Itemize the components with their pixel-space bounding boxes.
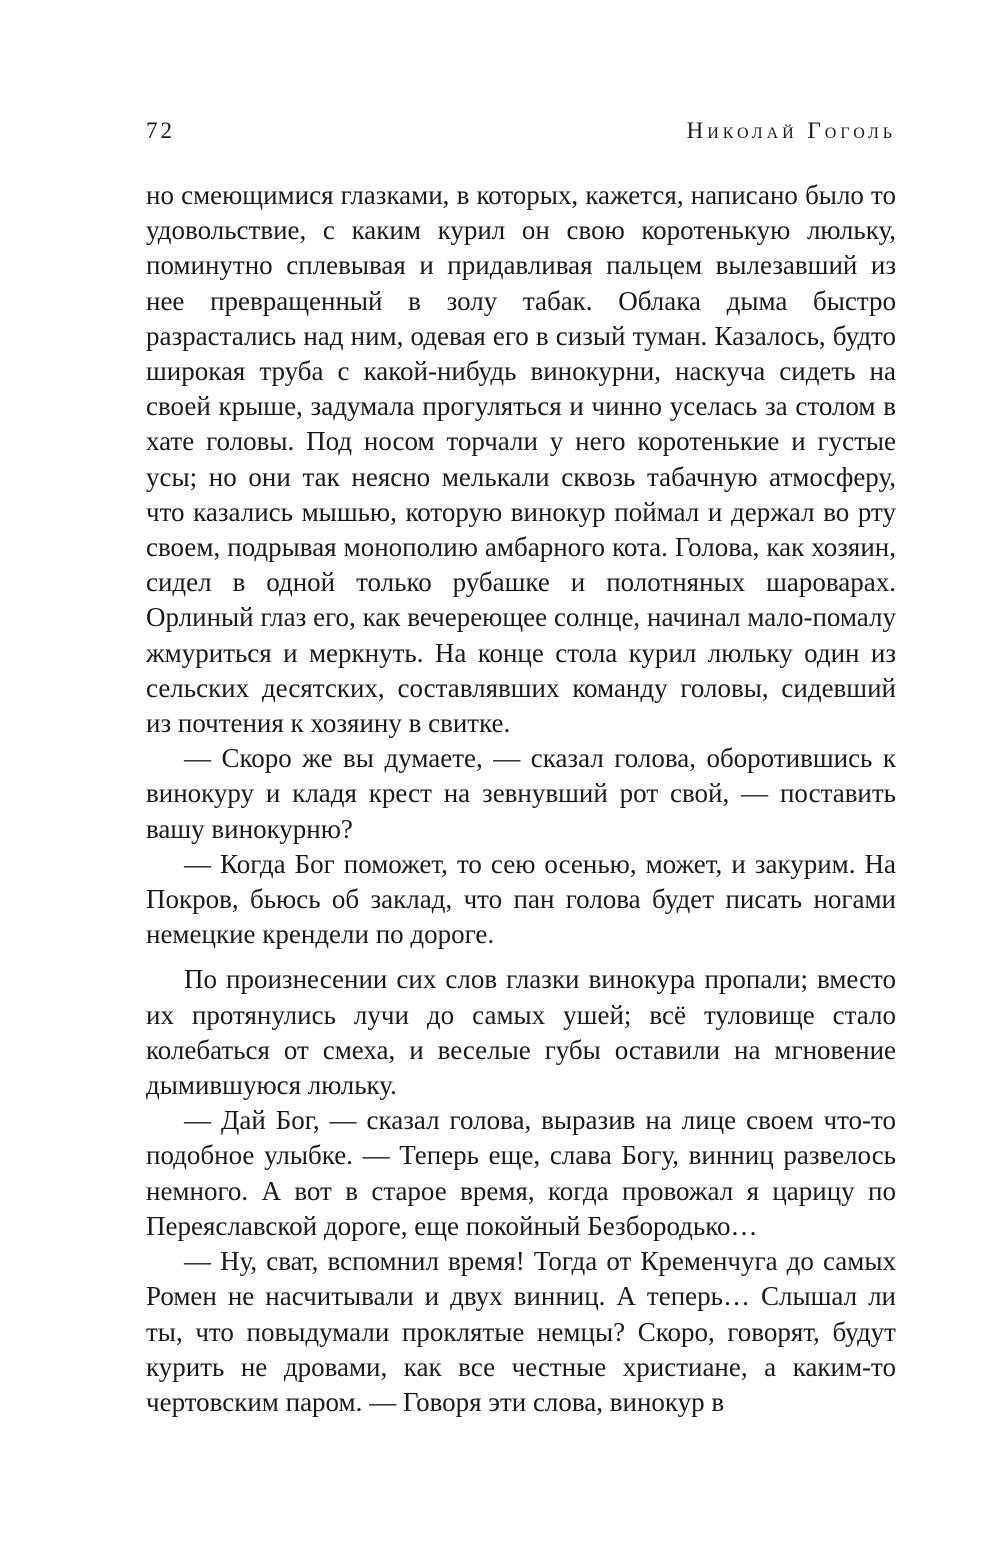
paragraph: — Дай Бог, — сказал голова, выразив на лице своем что-то подобное улыбке. — Теперь еще, слава Богу, винниц развелось немного. А вот в старое время, когда провожал я царицу по Переяславской дороге, еще покойный Безбородько…	[146, 1105, 896, 1241]
running-head-author: Николай Гоголь	[686, 118, 896, 143]
paragraph: — Ну, сват, вспомнил время! Тогда от Кременчуга до самых Ромен не насчитывали и двух винниц. А теперь… Слышал ли ты, что повыдумали проклятые немцы? Скоро, говорят, будут курить не дровами, как все честные христиане, а каким-то чертовским паром. — Говоря эти слова, винокур в	[146, 1246, 896, 1417]
page-number: 72	[146, 118, 175, 143]
paragraph: По произнесении сих слов глазки винокура пропали; вместо их протянулись лучи до самых ушей; всё туловище стало колебаться от смеха, и веселые губы оставили на мгновение дымившуюся люльку.	[146, 964, 896, 1101]
paragraph: но смеющимися глазками, в которых, кажется, написано было то удовольствие, с каким курил он свою коротенькую люльку, поминутно сплевывая и придавливая пальцем вылезавший из нее превращенный в золу табак. Облака дыма быстро разрастались над ним, одевая его в сизый туман. Казалось, будто широкая труба с какой-нибудь винокурни, наскуча сидеть на своей крыше, задумала прогуляться и чинно уселась за столом в хате головы. Под носом торчали у него коротенькие и густые усы; но они так неясно мелькали сквозь табачную атмосферу, что казались мышью, которую винокур поймал и держал во рту своем, подрывая монополию амбарного кота. Голова, как хозяин, сидел в одной только рубашке и полотняных шароварах. Орлиный глаз его, как вечереющее солнце, начинал мало-помалу жмуриться и меркнуть. На конце стола курил люльку один из сельских десятских, составлявших команду головы, сидевший из почтения к хозяину в свитке.	[146, 180, 896, 739]
paragraph: — Скоро же вы думаете, — сказал голова, оборотившись к винокуру и кладя крест на зевнувший рот свой, — поставить вашу винокурню?	[146, 743, 896, 844]
running-head	[146, 118, 896, 150]
body-text	[146, 178, 896, 1420]
paragraph: — Когда Бог поможет, то сею осенью, может, и закурим. На Покров, бьюсь об заклад, что пан голова будет писать ногами немецкие крендели по дороге.	[146, 848, 896, 950]
